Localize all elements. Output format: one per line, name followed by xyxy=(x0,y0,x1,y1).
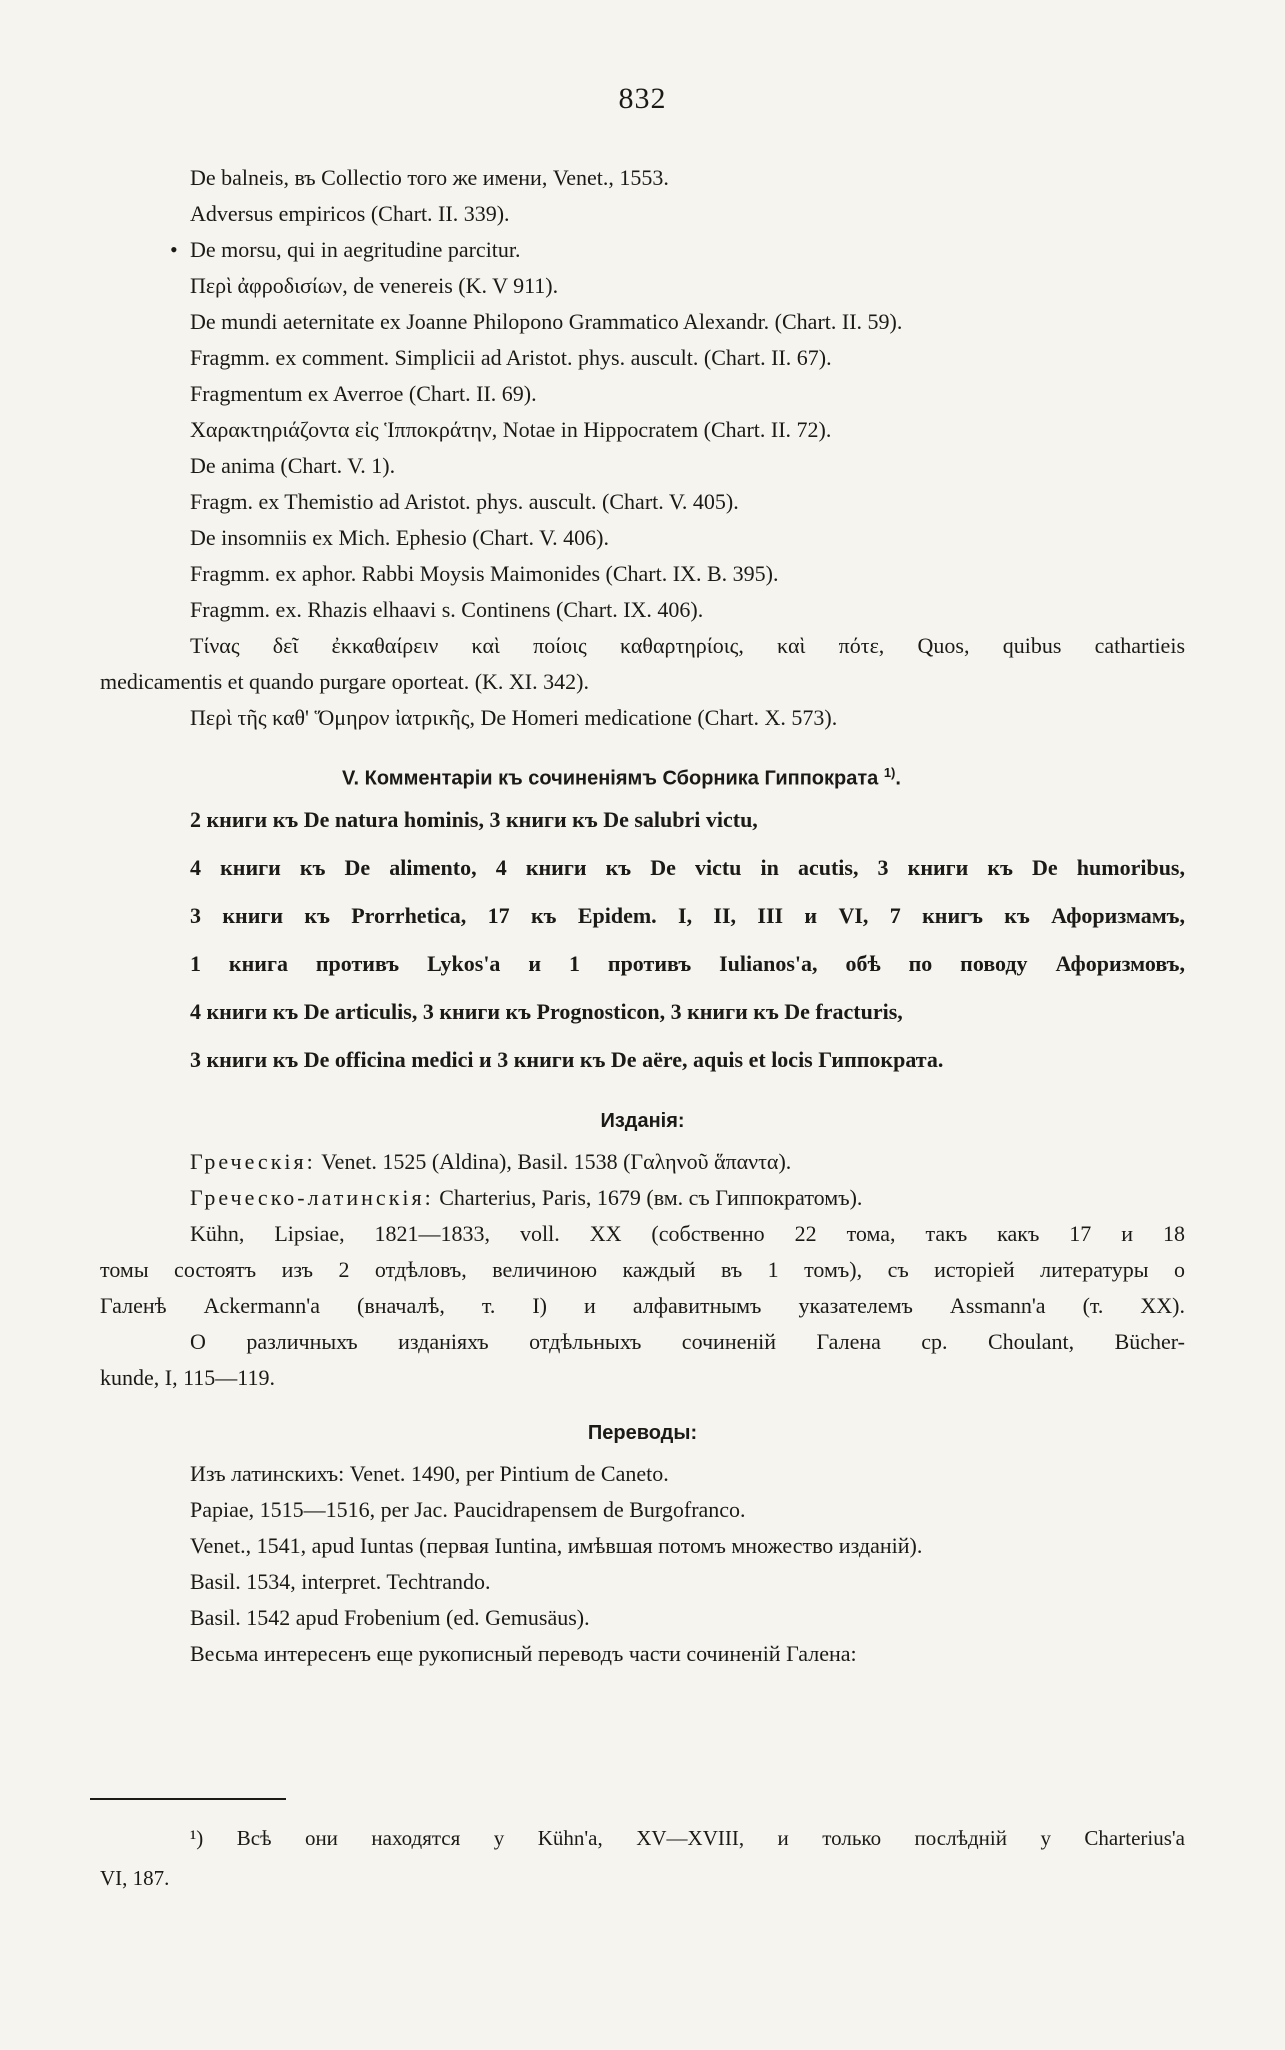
translation-entry: Весьма интересенъ еще рукописный переводъ части сочиненій Галена: xyxy=(190,1641,857,1666)
edition-greek-latin: Греческо-латинскія: Charterius, Paris, 1679 (вм. съ Гиппократомъ). xyxy=(190,1185,863,1210)
work-entry: Περὶ ἀφροδισίων, de venereis (K. V 911). xyxy=(190,273,559,298)
commentary-line: 1 книга противъ Lykos'a и 1 противъ Iulianos'a, обѣ по поводу Афоризмовъ, xyxy=(190,951,1185,976)
work-entry: De anima (Chart. V. 1). xyxy=(190,453,396,478)
translation-entry: Изъ латинскихъ: Venet. 1490, per Pintium de Caneto. xyxy=(190,1461,669,1486)
footnote-divider xyxy=(90,1798,286,1800)
work-entry: De mundi aeternitate ex Joanne Philopono Grammatico Alexandr. (Chart. II. 59). xyxy=(190,309,903,334)
work-entry: Περὶ τῆς καθ' Ὅμηρον ἰατρικῆς, De Homeri medicatione (Chart. X. 573). xyxy=(190,705,838,730)
work-entry-continuation: medicamentis et quando purgare oporteat. (K. XI. 342). xyxy=(100,669,589,694)
work-entry: Fragm. ex Themistio ad Aristot. phys. auscult. (Chart. V. 405). xyxy=(190,489,739,514)
work-entry: Fragmm. ex. Rhazis elhaavi s. Continens (Chart. IX. 406). xyxy=(190,597,704,622)
work-entry: Adversus empiricos (Chart. II. 339). xyxy=(190,201,510,226)
work-entry: Fragmm. ex comment. Simplicii ad Aristot. phys. auscult. (Chart. II. 67). xyxy=(190,345,832,370)
translation-entry: Basil. 1534, interpret. Techtrando. xyxy=(190,1569,491,1594)
page-number: 832 xyxy=(618,82,667,115)
edition-greek: Греческія: Venet. 1525 (Aldina), Basil. 1538 (Γαληνοῦ ἅπαντα). xyxy=(190,1149,792,1174)
commentary-line: 2 книги къ De natura hominis, 3 книги къ De salubri victu, xyxy=(190,807,758,832)
bullet-icon: • xyxy=(170,237,178,262)
editions-various: О различныхъ изданіяхъ отдѣльныхъ сочиненій Галена ср. Choulant, Bücher- xyxy=(190,1329,1185,1354)
commentary-line: 3 книги къ De officina medici и 3 книги къ De aëre, aquis et locis Гиппократа. xyxy=(190,1047,944,1072)
work-entry: • De morsu, qui in aegritudine parcitur. xyxy=(100,232,1185,268)
editions-heading: Изданія: xyxy=(600,1110,685,1132)
work-entry: De balneis, въ Collectio того же имени, Venet., 1553. xyxy=(190,165,669,190)
footnote-line: ¹) Всѣ они находятся у Kühn'a, XV—XVIII, и только послѣдній у Charterius'a xyxy=(190,1826,1185,1850)
translation-entry: Venet., 1541, apud Iuntas (первая Iuntina, имѣвшая потомъ множество изданій). xyxy=(190,1533,923,1558)
translation-entry: Basil. 1542 apud Frobenium (ed. Gemusäus). xyxy=(190,1605,590,1630)
work-entry: Fragmentum ex Averroe (Chart. II. 69). xyxy=(190,381,537,406)
footnote xyxy=(100,1818,1185,1898)
commentary-line: 3 книги къ Prorrhetica, 17 къ Epidem. I, II, III и VI, 7 книгъ къ Афоризмамъ, xyxy=(190,903,1185,928)
work-entry: Χαρακτηριάζοντα εἰς Ἱπποκράτην, Notae in Hippocratem (Chart. II. 72). xyxy=(190,417,832,442)
work-entry: Τίνας δεῖ ἐκκαθαίρειν καὶ ποίοις καθαρτηρίοις, καὶ πότε, Quos, quibus cathartieis xyxy=(190,633,1185,658)
translations-heading: Переводы: xyxy=(587,1422,698,1444)
work-entry: De insomniis ex Mich. Ephesio (Chart. V. 406). xyxy=(190,525,609,550)
editions-various-continuation: kunde, I, 115—119. xyxy=(100,1365,275,1390)
work-entry: Fragmm. ex aphor. Rabbi Moysis Maimonides (Chart. IX. B. 395). xyxy=(190,561,779,586)
edition-kuhn: Kühn, Lipsiae, 1821—1833, voll. XX (собственно 22 тома, такъ какъ 17 и 18 xyxy=(190,1221,1185,1246)
edition-kuhn-continuation: томы состоятъ изъ 2 отдѣловъ, величиною каждый въ 1 томъ), съ исторіей литературы о xyxy=(100,1257,1185,1282)
translation-entry: Papiae, 1515—1516, per Jac. Paucidrapensem de Burgofranco. xyxy=(190,1497,746,1522)
footnote-line: VI, 187. xyxy=(100,1866,170,1890)
section-heading: V. Комментаріи къ сочиненіямъ Сборника Гиппократа $^{1)}$. xyxy=(342,765,901,790)
edition-kuhn-continuation: Галенѣ Ackermann'a (вначалѣ, т. I) и алфавитнымъ указателемъ Assmann'a (т. XX). xyxy=(100,1293,1185,1318)
commentary-line: 4 книги къ De alimento, 4 книги къ De victu in acutis, 3 книги къ De humoribus, xyxy=(190,855,1185,880)
commentary-line: 4 книги къ De articulis, 3 книги къ Prognosticon, 3 книги къ De fracturis, xyxy=(190,999,903,1024)
main-text xyxy=(100,160,1185,1672)
footnote-ref: 1) xyxy=(883,765,896,780)
